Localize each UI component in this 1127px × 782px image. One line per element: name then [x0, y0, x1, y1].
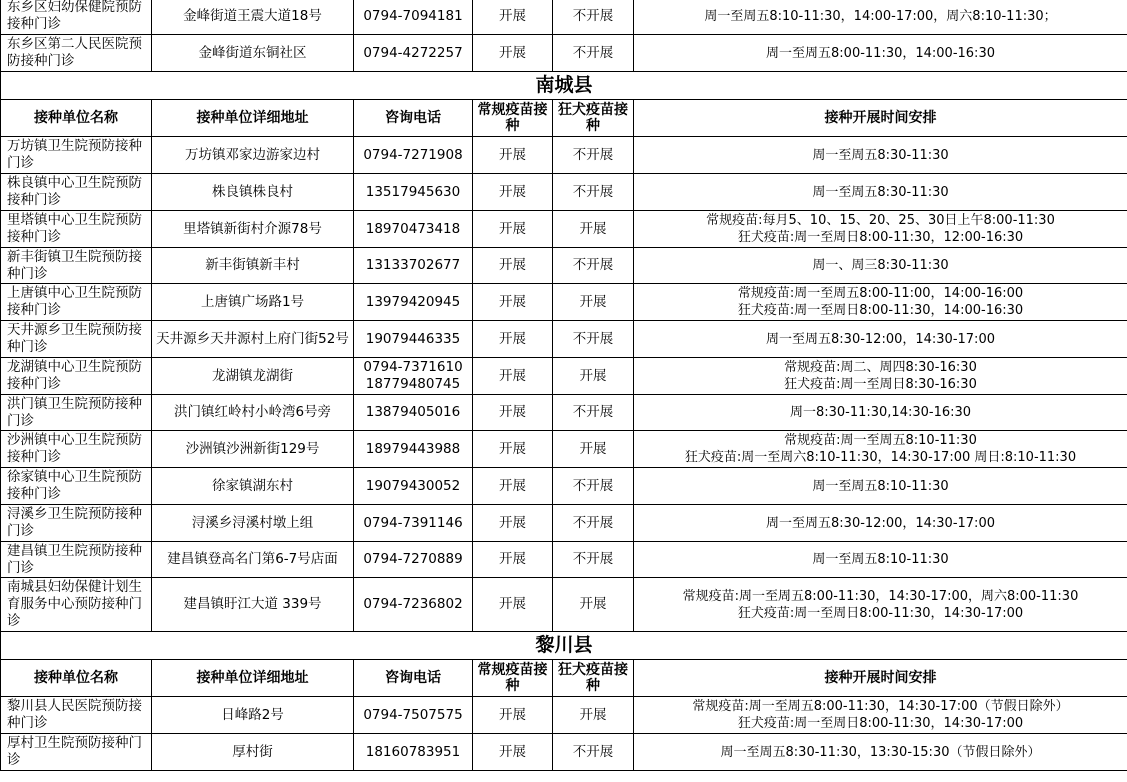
schedule-cell [634, 0, 1127, 35]
site-name-cell: 东乡区妇幼保健院预防接种门诊 [1, 0, 152, 35]
routine-vaccine-cell: 开展 [473, 505, 553, 542]
table-row [1, 137, 1127, 174]
county-title: 黎川县 [1, 632, 1127, 660]
table-row [1, 734, 1127, 771]
schedule-line: 周一、周三8:30-11:30 [812, 258, 949, 273]
header-routine: 常规疫苗接种 [473, 100, 553, 137]
phone-cell [354, 248, 473, 284]
header-rabies: 狂犬疫苗接种 [553, 100, 634, 137]
schedule-cell [634, 542, 1127, 578]
routine-vaccine-cell: 开展 [473, 211, 553, 248]
site-name-cell: 徐家镇中心卫生院预防接种门诊 [1, 468, 152, 505]
address-cell: 里塔镇新街村介源78号 [152, 211, 354, 248]
rabies-vaccine-cell: 开展 [553, 358, 634, 395]
rabies-vaccine-cell: 不开展 [553, 734, 634, 771]
schedule-line: 周一至周五8:10-11:30 [812, 552, 949, 567]
schedule-cell [634, 431, 1127, 468]
schedule-cell [634, 321, 1127, 358]
table-row [1, 211, 1127, 248]
table-row [1, 697, 1127, 734]
schedule-cell [634, 137, 1127, 174]
schedule-cell [634, 697, 1127, 734]
address-cell: 龙湖镇龙湖街 [152, 358, 354, 395]
schedule-line: 狂犬疫苗:周一至周日8:00-11:30，14:00-16:30 [737, 303, 1024, 318]
phone-cell [354, 578, 473, 632]
rabies-vaccine-cell: 开展 [553, 697, 634, 734]
phone-number: 18970473418 [365, 220, 461, 237]
rabies-vaccine-cell: 不开展 [553, 468, 634, 505]
routine-vaccine-cell: 开展 [473, 0, 553, 35]
header-routine: 常规疫苗接种 [473, 660, 553, 697]
rabies-vaccine-cell: 开展 [553, 284, 634, 321]
rabies-vaccine-cell: 开展 [553, 431, 634, 468]
site-name-cell: 沙洲镇中心卫生院预防接种门诊 [1, 431, 152, 468]
phone-number: 13517945630 [365, 183, 461, 200]
county-title: 南城县 [1, 72, 1127, 100]
phone-cell [354, 505, 473, 542]
rabies-vaccine-cell: 不开展 [553, 542, 634, 578]
routine-vaccine-cell: 开展 [473, 578, 553, 632]
address-cell: 建昌镇登高名门第6-7号店面 [152, 542, 354, 578]
schedule-cell [634, 35, 1127, 72]
site-name-cell: 洪门镇卫生院预防接种门诊 [1, 395, 152, 431]
phone-cell [354, 211, 473, 248]
phone-number: 0794-7236802 [363, 596, 463, 612]
routine-vaccine-cell: 开展 [473, 321, 553, 358]
phone-cell [354, 542, 473, 578]
table-row [1, 358, 1127, 395]
schedule-cell [634, 248, 1127, 284]
schedule-line: 常规疫苗:每月5、10、15、20、25、30日上午8:00-11:30 [706, 213, 1055, 228]
county-section-row [1, 632, 1127, 660]
phone-number: 18160783951 [365, 743, 461, 760]
address-cell: 建昌镇盱江大道 339号 [152, 578, 354, 632]
phone-cell [354, 35, 473, 72]
rabies-vaccine-cell: 不开展 [553, 248, 634, 284]
phone-number: 13133702677 [365, 257, 461, 273]
phone-cell [354, 734, 473, 771]
table-row [1, 468, 1127, 505]
routine-vaccine-cell: 开展 [473, 248, 553, 284]
phone-cell [354, 284, 473, 321]
site-name-cell: 新丰街镇卫生院预防接种门诊 [1, 248, 152, 284]
schedule-cell [634, 174, 1127, 211]
schedule-line: 常规疫苗:周二、周四8:30-16:30 [784, 360, 977, 375]
address-cell: 浔溪乡浔溪村墩上组 [152, 505, 354, 542]
schedule-line: 周一至周五8:30-12:00，14:30-17:00 [766, 515, 995, 531]
address-cell: 天井源乡天井源村上府门街52号 [152, 321, 354, 358]
address-cell: 沙洲镇沙洲新街129号 [152, 431, 354, 468]
header-schedule: 接种开展时间安排 [634, 100, 1127, 137]
rabies-vaccine-cell: 开展 [553, 578, 634, 632]
table-header-row [1, 660, 1127, 697]
phone-cell [354, 174, 473, 211]
address-cell: 万坊镇邓家边游家边村 [152, 137, 354, 174]
address-cell: 厚村街 [152, 734, 354, 771]
phone-number: 13879405016 [365, 404, 461, 420]
address-cell: 日峰路2号 [152, 697, 354, 734]
header-name: 接种单位名称 [1, 660, 152, 697]
phone-number: 0794-7391146 [363, 514, 463, 531]
header-address: 接种单位详细地址 [152, 100, 354, 137]
schedule-cell [634, 395, 1127, 431]
schedule-line: 周一至周五8:10-11:30，14:00-17:00，周六8:10-11:30； [704, 8, 1057, 24]
table-row [1, 321, 1127, 358]
address-cell: 株良镇株良村 [152, 174, 354, 211]
header-phone: 咨询电话 [354, 100, 473, 137]
schedule-line: 常规疫苗:周一至周五8:10-11:30 [784, 433, 977, 448]
address-cell: 金峰街道王震大道18号 [152, 0, 354, 35]
table-header-row [1, 100, 1127, 137]
schedule-line: 狂犬疫苗:周一至周六8:10-11:30，14:30-17:00 周日:8:10-11:30 [684, 450, 1077, 465]
phone-number: 0794-4272257 [363, 44, 463, 61]
address-cell: 洪门镇红岭村小岭湾6号旁 [152, 395, 354, 431]
address-cell: 新丰街镇新丰村 [152, 248, 354, 284]
site-name-cell: 南城县妇幼保健计划生育服务中心预防接种门诊 [1, 578, 152, 632]
schedule-line: 狂犬疫苗:周一至周日8:00-11:30，12:00-16:30 [737, 230, 1024, 245]
phone-number: 18779480745 [365, 376, 461, 392]
schedule-line: 狂犬疫苗:周一至周日8:00-11:30，14:30-17:00 [737, 605, 1024, 621]
site-name-cell: 东乡区第二人民医院预防接种门诊 [1, 35, 152, 72]
header-schedule: 接种开展时间安排 [634, 660, 1127, 697]
schedule-line: 周一至周五8:30-11:30 [812, 147, 949, 163]
phone-number: 13979420945 [365, 293, 461, 310]
phone-cell [354, 137, 473, 174]
header-address: 接种单位详细地址 [152, 660, 354, 697]
phone-cell [354, 321, 473, 358]
phone-number: 0794-7371610 [363, 359, 463, 375]
routine-vaccine-cell: 开展 [473, 35, 553, 72]
rabies-vaccine-cell: 不开展 [553, 505, 634, 542]
table-row [1, 395, 1127, 431]
phone-number: 0794-7507575 [363, 706, 463, 723]
phone-number: 19079430052 [365, 477, 461, 494]
routine-vaccine-cell: 开展 [473, 542, 553, 578]
table-row [1, 0, 1127, 35]
routine-vaccine-cell: 开展 [473, 395, 553, 431]
address-cell: 上唐镇广场路1号 [152, 284, 354, 321]
rabies-vaccine-cell: 不开展 [553, 35, 634, 72]
table-row [1, 542, 1127, 578]
routine-vaccine-cell: 开展 [473, 734, 553, 771]
rabies-vaccine-cell: 不开展 [553, 321, 634, 358]
site-name-cell: 厚村卫生院预防接种门诊 [1, 734, 152, 771]
rabies-vaccine-cell: 不开展 [553, 137, 634, 174]
routine-vaccine-cell: 开展 [473, 137, 553, 174]
table-row [1, 578, 1127, 632]
schedule-line: 周一至周五8:30-12:00，14:30-17:00 [766, 331, 995, 347]
phone-cell [354, 0, 473, 35]
site-name-cell: 株良镇中心卫生院预防接种门诊 [1, 174, 152, 211]
routine-vaccine-cell: 开展 [473, 358, 553, 395]
site-name-cell: 里塔镇中心卫生院预防接种门诊 [1, 211, 152, 248]
routine-vaccine-cell: 开展 [473, 697, 553, 734]
schedule-line: 狂犬疫苗:周一至周日8:00-11:30，14:30-17:00 [737, 716, 1024, 731]
schedule-line: 周一至周五8:30-11:30 [812, 184, 949, 200]
schedule-line: 周一至周五8:30-11:30，13:30-15:30（节假日除外） [720, 744, 1041, 760]
schedule-cell [634, 468, 1127, 505]
site-name-cell: 龙湖镇中心卫生院预防接种门诊 [1, 358, 152, 395]
schedule-cell [634, 505, 1127, 542]
site-name-cell: 浔溪乡卫生院预防接种门诊 [1, 505, 152, 542]
schedule-cell [634, 211, 1127, 248]
schedule-line: 狂犬疫苗:周一至周日8:30-16:30 [784, 377, 977, 392]
site-name-cell: 天井源乡卫生院预防接种门诊 [1, 321, 152, 358]
phone-number: 18979443988 [365, 440, 461, 457]
header-rabies: 狂犬疫苗接种 [553, 660, 634, 697]
table-row [1, 284, 1127, 321]
phone-number: 0794-7094181 [363, 7, 463, 24]
site-name-cell: 上唐镇中心卫生院预防接种门诊 [1, 284, 152, 321]
rabies-vaccine-cell: 不开展 [553, 174, 634, 211]
schedule-line: 周一至周五8:10-11:30 [812, 478, 949, 494]
site-name-cell: 黎川县人民医院预防接种门诊 [1, 697, 152, 734]
phone-number: 0794-7270889 [363, 551, 463, 567]
routine-vaccine-cell: 开展 [473, 284, 553, 321]
address-cell: 金峰街道东铜社区 [152, 35, 354, 72]
phone-cell [354, 468, 473, 505]
schedule-cell [634, 578, 1127, 632]
rabies-vaccine-cell: 开展 [553, 211, 634, 248]
schedule-line: 周一至周五8:00-11:30，14:00-16:30 [766, 45, 995, 61]
table-row [1, 248, 1127, 284]
header-phone: 咨询电话 [354, 660, 473, 697]
phone-cell [354, 395, 473, 431]
table-row [1, 174, 1127, 211]
schedule-cell [634, 358, 1127, 395]
rabies-vaccine-cell: 不开展 [553, 395, 634, 431]
routine-vaccine-cell: 开展 [473, 431, 553, 468]
header-name: 接种单位名称 [1, 100, 152, 137]
schedule-line: 周一8:30-11:30,14:30-16:30 [789, 405, 972, 420]
schedule-line: 常规疫苗:周一至周五8:00-11:30，14:30-17:00（节假日除外） [692, 699, 1069, 714]
rabies-vaccine-cell: 不开展 [553, 0, 634, 35]
table-row [1, 431, 1127, 468]
phone-cell [354, 697, 473, 734]
phone-cell [354, 358, 473, 395]
site-name-cell: 万坊镇卫生院预防接种门诊 [1, 137, 152, 174]
table-row [1, 505, 1127, 542]
table-row [1, 35, 1127, 72]
phone-number: 0794-7271908 [363, 146, 463, 163]
phone-number: 19079446335 [365, 330, 461, 347]
routine-vaccine-cell: 开展 [473, 174, 553, 211]
address-cell: 徐家镇湖东村 [152, 468, 354, 505]
schedule-cell [634, 284, 1127, 321]
schedule-line: 常规疫苗:周一至周五8:00-11:30，14:30-17:00，周六8:00-11:30 [682, 588, 1079, 604]
routine-vaccine-cell: 开展 [473, 468, 553, 505]
county-section-row [1, 72, 1127, 100]
phone-cell [354, 431, 473, 468]
site-name-cell: 建昌镇卫生院预防接种门诊 [1, 542, 152, 578]
schedule-line: 常规疫苗:周一至周五8:00-11:00，14:00-16:00 [737, 286, 1024, 301]
schedule-cell [634, 734, 1127, 771]
